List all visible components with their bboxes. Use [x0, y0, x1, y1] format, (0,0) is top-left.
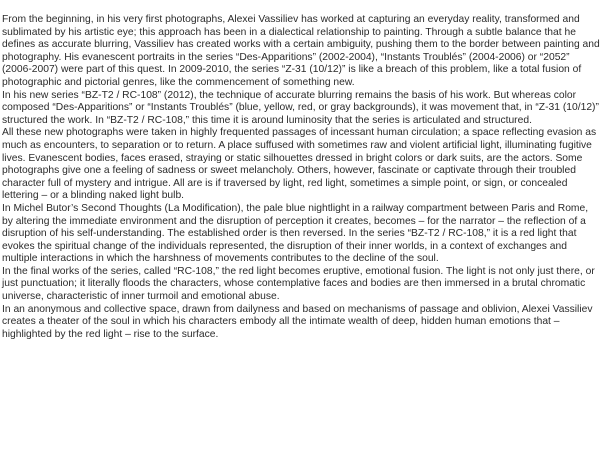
paragraph-new-series: In his new series “BZ-T2 / RC-108” (2012), the technique of accurate blurring remains the basis of his work. But whereas color composed “Des-Apparitions” or “Instants Troublés” (blue, yellow, red, or gray backgrounds), it was movement that, in “Z-31 (10/12)” structured the work. In “BZ-T2 / RC-108,” this time it is around luminosity that the series is articulated and structured.: [2, 89, 599, 126]
paragraph-final-works: In the final works of the series, called “RC-108,” the red light becomes eruptive, emotional fusion. The light is not only just there, or just punctuation; it literally floods the characters, whose contemplative faces and bodies are then immersed in a brutal chromatic universe, characteristic of inner turmoil and emotional abuse.: [2, 265, 595, 303]
paragraph-photographs: All these new photographs were taken in highly frequented passages of incessant human circulation; a space reflecting evasion as much as encounters, to separation or to return. A place suffused with sometimes raw and violent artificial light, illuminating fugitive lives. Evanescent bodies, faces erased, straying or static silhouettes dressed in bright colors or dark suits, are the actors. Some photographs give one a feeling of sadness or sweet melancholy. Others, however, fascinate or captivate through their troubled character full of mystery and intrigue. All are is if traversed by light, red light, sometimes a simple point, or sign, or concealed lettering – or a blinding naked light bulb.: [2, 127, 597, 202]
paragraph-intro: From the beginning, in his very first photographs, Alexei Vassiliev has worked at capturing an everyday reality, transformed and sublimated by his artistic eye; this approach has been in a dialectical relationship to painting. Through a subtle balance that he defines as accurate blurring, Vassiliev has created works with a certain ambiguity, pushing them to the border between painting and photography. His evanescent portraits in the series “Des-Apparitions” (2002-2004), “Instants Troublés” (2004-2006) or “2052” (2006-2007) were part of this quest. In 2009-2010, the series “Z-31 (10/12)” is like a breach of this problem, like a total fusion of photographic and pictorial genres, like the commencement of something new.: [2, 14, 600, 88]
paragraph-conclusion: In an anonymous and collective space, drawn from dailyness and based on mechanisms of passage and oblivion, Alexei Vassiliev creates a theater of the soul in which his characters embody all the intimate wealth of deep, hidden human emotions that – highlighted by the red light – rise to the surface.: [2, 303, 593, 340]
article-body: [2, 14, 600, 341]
paragraph-butor: In Michel Butor’s Second Thoughts (La Modification), the pale blue nightlight in a railway compartment between Paris and Rome, by altering the immediate environment and the disruption of perception it creates, becomes – for the narrator – the reflection of a disruption of his self-understanding. The established order is then reversed. In the series “BZ-T2 / RC-108,” it is a red light that evokes the spiritual change of the individuals represented, the disruption of their inner worlds, in a context of exchanges and multiple interactions in which the harshness of movements contributes to the decline of the soul.: [2, 202, 589, 265]
